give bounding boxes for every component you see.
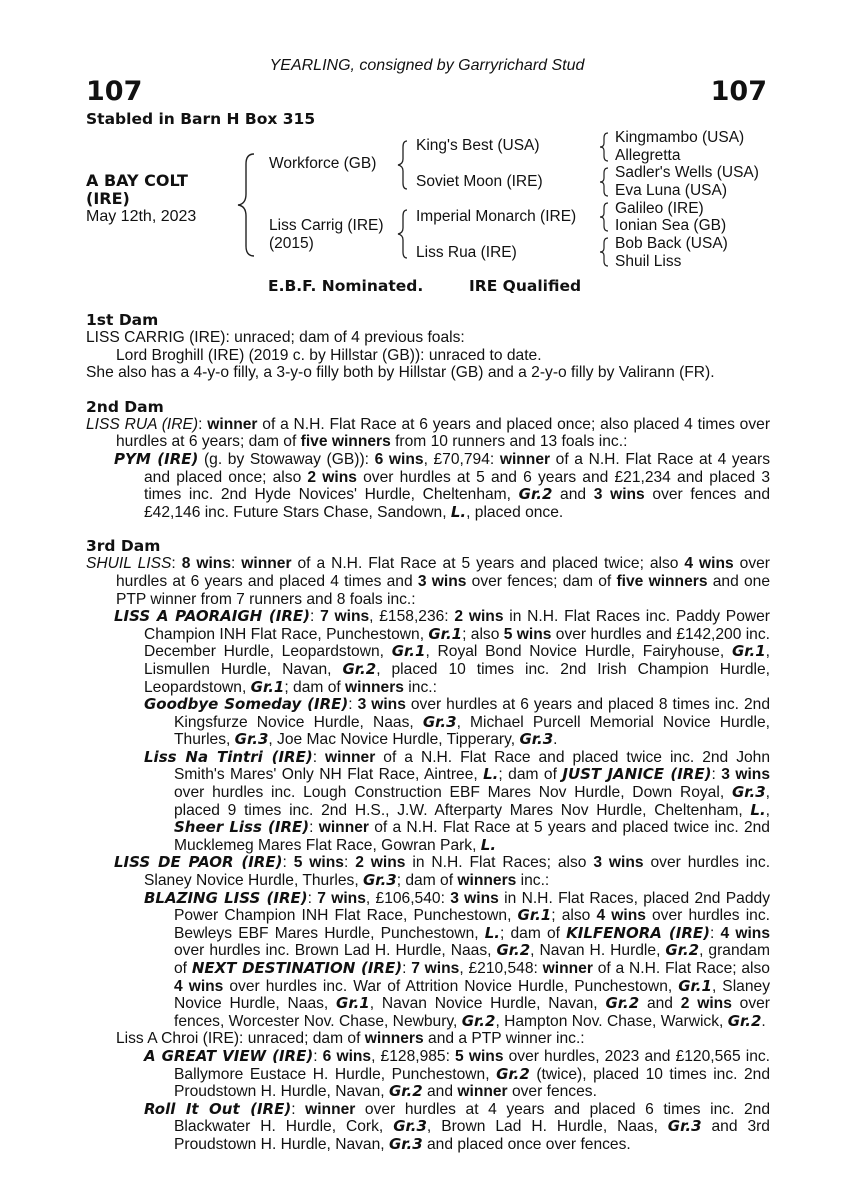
pym-entry: PYM (IRE) (g. by Stowaway (GB)): 6 wins, £70,794: winner of a N.H. Flat Race at 4 years and placed once; also 2 wins over hurdles at 5 and 6 years and £21,234 and placed 3 times inc. 2nd Hyde Novices' Hurdle, Cheltenham, Gr.2 and 3 wins over fences and £42,146 inc. Future Stars Chase, Sandown, L., placed once. (114, 449, 771, 521)
first-dam-line2: Lord Broghill (IRE) (2019 c. by Hillstar (GB)): unraced to date. (116, 346, 542, 364)
pedigree-g7: Bob Back (USA) (615, 235, 728, 252)
pedigree-brace-g78 (597, 235, 613, 269)
first-dam-line3: She also has a 4-y-o filly, a 3-y-o filly both by Hillstar (GB) and a 2-y-o filly by Valirann (FR). (86, 364, 715, 382)
pedigree-brace-g34 (597, 165, 613, 199)
liss-a-paoraigh-entry: LISS A PAORAIGH (IRE): 7 wins, £158,236: 2 wins in N.H. Flat Races inc. Paddy Power Champion INH Flat Race, Punchestown, Gr.1; also 5 wins over hurdles and £142,200 inc. December Hurdle, Leopardstown, Gr.1, Royal Bond Novice Hurdle, Fairyhouse, Gr.1, Lismullen Hurdle, Navan, Gr.2, placed 10 times inc. 2nd Irish Champion Hurdle, Leopardstown, Gr.1; dam of winners inc.: (114, 607, 771, 696)
second-dam-name: LISS RUA (IRE) (86, 415, 199, 433)
pedigree-sire-sire: King's Best (USA) (416, 137, 540, 154)
pedigree-g4: Eva Luna (USA) (615, 182, 727, 199)
blazing-liss-entry: BLAZING LISS (IRE): 7 wins, £106,540: 3 wins in N.H. Flat Races, placed 2nd Paddy Power Champion INH Flat Race, Punchestown, Gr.1; also 4 wins over hurdles inc. Bewleys EBF Mares Hurdle, Punchestown, L.; dam of KILFENORA (IRE): 4 wins over hurdles inc. Brown Lad H. Hurdle, Naas, Gr.2, Navan H. Hurdle, Gr.2, grandam of NEXT DESTINATION (IRE): 7 wins, £210,548: winner of a N.H. Flat Race; also 4 wins over hurdles inc. War of Attrition Novice Hurdle, Punchestown, Gr.1, Slaney Novice Hurdle, Naas, Gr.1, Navan Novice Hurdle, Navan, Gr.2 and 2 wins over fences, Worcester Nov. Chase, Newbury, Gr.2, Hampton Nov. Chase, Warwick, Gr.2. (144, 888, 771, 1030)
liss-a-chroi-entry: Liss A Chroi (IRE): unraced; dam of winners and a PTP winner inc.: (116, 1030, 585, 1048)
ire-qualified: IRE Qualified (469, 277, 582, 295)
second-dam-entry: LISS RUA (IRE): winner of a N.H. Flat Race at 6 years and placed once; also placed 4 times over hurdles at 6 years; dam of five winners from 10 runners and 13 foals inc.: (86, 415, 771, 451)
third-dam-name: SHUIL LISS (86, 555, 172, 573)
pym-name: PYM (IRE) (114, 449, 199, 468)
pedigree-g6: Ionian Sea (GB) (615, 217, 727, 234)
pedigree-g3: Sadler's Wells (USA) (615, 164, 759, 181)
catalogue-body (86, 311, 770, 1154)
lot-number-left: 107 (86, 76, 143, 107)
pedigree-g8: Shuil Liss (615, 253, 682, 270)
roll-it-out-entry: Roll It Out (IRE): winner over hurdles at 4 years and placed 6 times inc. 2nd Blackwater H. Hurdle, Cork, Gr.3, Brown Lad H. Hurdle, Naas, Gr.3 and 3rd Proudstown H. Hurdle, Navan, Gr.3 and placed once over fences. (144, 1099, 770, 1153)
pedigree-g2: Allegretta (615, 147, 681, 164)
pedigree-dam-dam: Liss Rua (IRE) (416, 244, 517, 261)
pedigree-sire: Workforce (GB) (269, 155, 377, 172)
horse-dob: May 12th, 2023 (86, 208, 197, 225)
pedigree-brace-g56 (597, 200, 613, 234)
pedigree-dam-line1: Liss Carrig (IRE) (269, 217, 384, 234)
liss-na-tintri-entry: Liss Na Tintri (IRE): winner of a N.H. Flat Race and placed twice inc. 2nd John Smith's Mares' Only NH Flat Race, Aintree, L.; dam of JUST JANICE (IRE): 3 wins over hurdles inc. Lough Construction EBF Mares Nov Hurdle, Down Royal, Gr.3, placed 9 times inc. 2nd H.S., J.W. Afterparty Mares Nov Hurdle, Cheltenham, L., Sheer Liss (IRE): winner of a N.H. Flat Race at 5 years and placed twice inc. 2nd Mucklemeg Mares Flat Race, Gowran Park, L. (144, 747, 771, 854)
horse-name-line2: (IRE) (86, 189, 130, 208)
third-dam-title: 3rd Dam (86, 537, 161, 556)
liss-de-paor-entry: LISS DE PAOR (IRE): 5 wins: 2 wins in N.H. Flat Races; also 3 wins over hurdles inc. Slaney Novice Hurdle, Thurles, Gr.3; dam of winners inc.: (114, 853, 771, 890)
pedigree-dam-sire: Imperial Monarch (IRE) (416, 208, 577, 225)
first-dam-title: 1st Dam (86, 311, 159, 329)
stabled-location: Stabled in Barn H Box 315 (86, 110, 316, 128)
second-dam-title: 2nd Dam (86, 397, 164, 416)
pedigree-brace-main (232, 150, 262, 260)
ebf-nominated: E.B.F. Nominated. (268, 277, 424, 295)
horse-name-line1: A BAY COLT (86, 171, 188, 190)
third-dam-entry: SHUIL LISS: 8 wins: winner of a N.H. Flat Race at 5 years and placed twice; also 4 wins over hurdles at 6 years and placed 4 times and 3 wins over fences; dam of five winners and one PTP winner from 7 runners and 8 foals inc.: (86, 555, 771, 608)
pedigree-brace-sire (395, 137, 413, 191)
pedigree-sire-dam: Soviet Moon (IRE) (416, 173, 543, 190)
pedigree-dam-line2: (2015) (269, 235, 314, 252)
pedigree-brace-dam (395, 206, 413, 260)
horse-description (86, 172, 188, 208)
pedigree-g1: Kingmambo (USA) (615, 129, 745, 146)
a-great-view-entry: A GREAT VIEW (IRE): 6 wins, £128,985: 5 wins over hurdles, 2023 and £120,565 inc. Ballymore Eustace H. Hurdle, Punchestown, Gr.2 (twice), placed 10 times inc. 2nd Proudstown H. Hurdle, Navan, Gr.2 and winner over fences. (144, 1046, 771, 1101)
first-dam-line1: LISS CARRIG (IRE): unraced; dam of 4 previous foals: (86, 329, 465, 346)
goodbye-someday-entry: Goodbye Someday (IRE): 3 wins over hurdles at 6 years and placed 8 times inc. 2nd Kingsfurze Novice Hurdle, Naas, Gr.3, Michael Purcell Memorial Novice Hurdle, Thurles, Gr.3, Joe Mac Novice Hurdle, Tipperary, Gr.3. (144, 695, 771, 749)
consignment-line: YEARLING, consigned by Garryrichard Stud (269, 57, 585, 74)
pedigree-brace-g12 (597, 130, 613, 164)
lot-number-right: 107 (710, 76, 767, 107)
pedigree-g5: Galileo (IRE) (615, 200, 704, 217)
